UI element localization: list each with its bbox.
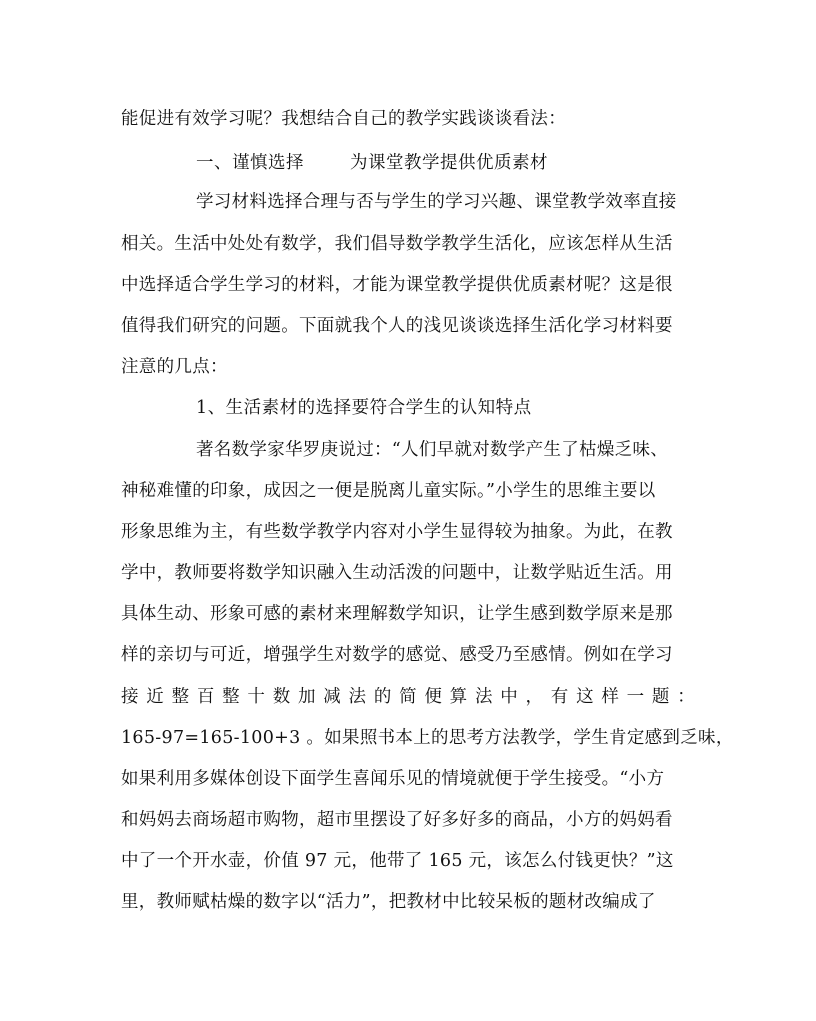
paragraph-line: 值得我们研究的问题。下面就我个人的浅见谈谈选择生活化学习材料要	[121, 316, 673, 336]
paragraph-line: 样的亲切与可近，增强学生对数学的感觉、感受乃至感情。例如在学习	[121, 645, 673, 665]
justified-char: 这	[576, 687, 594, 707]
justified-char: 样	[601, 687, 620, 707]
justified-char: 算	[449, 687, 468, 707]
justified-char: 中	[500, 687, 519, 707]
justified-char: 数	[272, 687, 291, 707]
justified-char: 法	[348, 687, 367, 707]
paragraph-line: 如果利用多媒体创设下面学生喜闻乐见的情境就便于学生接受。“小方	[121, 769, 665, 789]
paragraph-line: 注意的几点：	[121, 357, 228, 377]
justified-char: 整	[222, 687, 240, 707]
justified-char: 一	[626, 687, 645, 707]
justified-char: 题	[651, 687, 670, 707]
justified-char: 简	[399, 687, 417, 707]
section-heading-right: 为课堂教学提供优质素材	[350, 153, 548, 173]
justified-char: 有	[550, 687, 569, 707]
paragraph-line-justified	[121, 686, 695, 708]
paragraph-line: 能促进有效学习呢？我想结合自己的教学实践谈谈看法：	[121, 109, 566, 129]
justified-char: 百	[196, 687, 215, 707]
justified-char: 接	[121, 687, 139, 707]
paragraph-line: 著名数学家华罗庚说过：“人们早就对数学产生了枯燥乏味、	[196, 440, 669, 460]
justified-char: ：	[677, 687, 695, 707]
justified-char: 整	[171, 687, 190, 707]
paragraph-line: 里，教师赋枯燥的数字以“活力”，把教材中比较呆板的题材改编成了	[121, 892, 656, 912]
paragraph-line: 具体生动、形象可感的素材来理解数学知识，让学生感到数学原来是那	[121, 604, 673, 624]
subsection-heading: 1、生活素材的选择要符合学生的认知特点	[196, 398, 532, 418]
paragraph-line: 形象思维为主，有些数学教学内容对小学生显得较为抽象。为此，在教	[121, 522, 673, 542]
paragraph-line: 学习材料选择合理与否与学生的学习兴趣、课堂教学效率直接	[196, 192, 677, 212]
justified-char: 加	[297, 687, 316, 707]
justified-char: 十	[247, 687, 266, 707]
justified-char: 减	[323, 687, 342, 707]
paragraph-line: 中了一个开水壶，价值 97 元，他带了 165 元，该怎么付钱更快？”这	[121, 851, 674, 871]
justified-char: 的	[373, 687, 392, 707]
justified-char: 近	[146, 687, 165, 707]
paragraph-line: 中选择适合学生学习的材料，才能为课堂教学提供优质素材呢？这是很	[121, 275, 673, 295]
paragraph-line: 和妈妈去商场超市购物，超市里摆设了好多好多的商品，小方的妈妈看	[121, 810, 673, 830]
paragraph-line: 神秘难懂的印象，成因之一便是脱离儿童实际。”小学生的思维主要以	[121, 481, 656, 501]
section-heading-left: 一、谨慎选择	[196, 153, 304, 173]
justified-char: 便	[424, 687, 443, 707]
paragraph-line: 165-97=165-100+3 。如果照书本上的思考方法教学，学生肯定感到乏味，	[121, 728, 734, 748]
section-heading	[196, 152, 770, 174]
paragraph-line: 学中，教师要将数学知识融入生动活泼的问题中，让数学贴近生活。用	[121, 563, 673, 583]
justified-char: 法	[474, 687, 493, 707]
paragraph-line: 相关。生活中处处有数学，我们倡导数学教学生活化，应该怎样从生活	[121, 234, 673, 254]
justified-char: ，	[525, 687, 544, 707]
